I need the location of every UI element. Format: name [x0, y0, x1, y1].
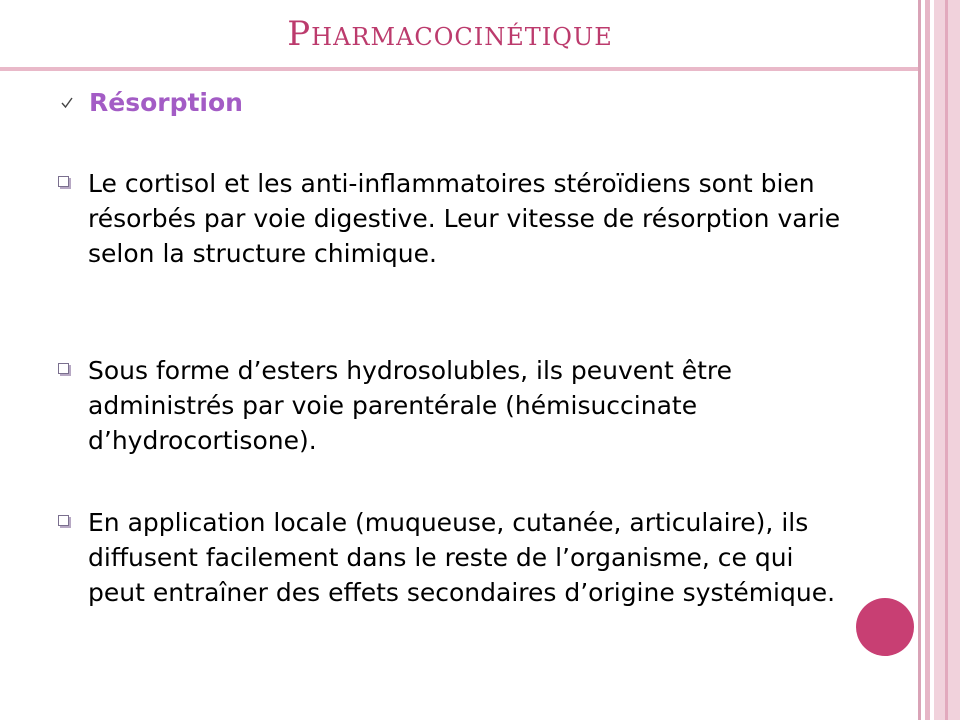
bullet-text: Le cortisol et les anti-inflammatoires stéroïdiens sont bien résorbés par voie digestive. Leur vitesse de résorption varie selon la structure chimique.: [88, 169, 841, 268]
slide-title: Pharmacocinétique: [287, 14, 613, 54]
bullet-text: En application locale (muqueuse, cutanée, articulaire), ils diffusent facilement dans le reste de l’organisme, ce qui peut entraîner des effets secondaires d’origine systémique.: [88, 508, 836, 607]
list-item: [58, 166, 848, 271]
decorative-circle: [856, 598, 914, 656]
section-subtitle: Résorption: [89, 88, 243, 117]
decorative-stripe: [918, 0, 921, 720]
square-bullet-icon: [58, 363, 69, 374]
decorative-stripe: [945, 0, 948, 720]
title-underline: [0, 67, 918, 71]
list-item: [58, 353, 848, 458]
checkmark-icon: [60, 96, 74, 110]
bullet-text: Sous forme d’esters hydrosolubles, ils peuvent être administrés par voie parentérale (hémisuccinate d’hydrocortisone).: [88, 356, 733, 455]
square-bullet-icon: [58, 176, 69, 187]
decorative-stripe: [925, 0, 930, 720]
list-item: [58, 505, 848, 610]
square-bullet-icon: [58, 515, 69, 526]
